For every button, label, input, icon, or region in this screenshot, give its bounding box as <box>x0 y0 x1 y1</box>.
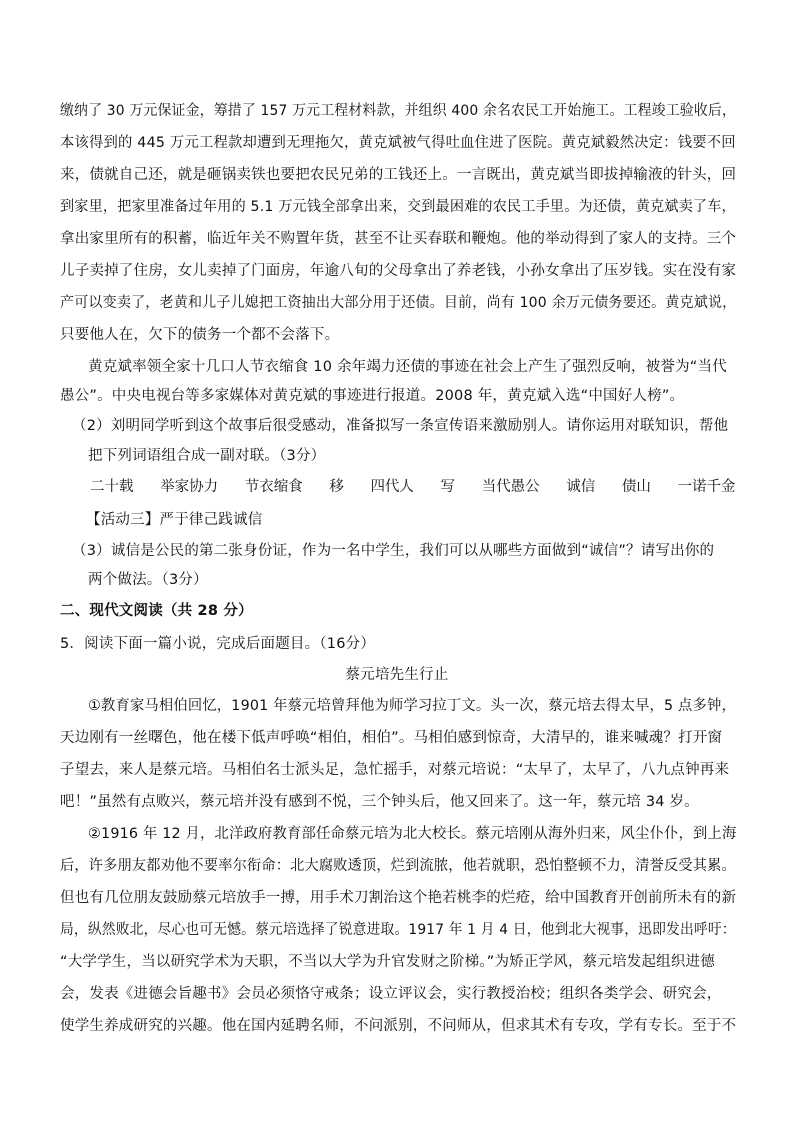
section-heading: 二、现代文阅读（共 28 分） <box>60 603 253 619</box>
body-text-line: ①教育家马相伯回忆，1901 年蔡元培曾拜他为师学习拉丁文。头一次，蔡元培去得太早，5 点多钟， <box>88 698 736 714</box>
body-text-line: 使学生养成研究的兴趣。他在国内延聘名师，不问派别，不问师从，但求其术有专攻，学有专长。至于不 <box>60 1018 737 1034</box>
word-item: 当代愚公 <box>481 479 540 495</box>
body-text-line: 缴纳了 30 万元保证金，筹措了 157 万元工程材料款，并组织 400 余名农民工开始施工。工程竣工验收后， <box>60 103 737 119</box>
word-item: 移 <box>329 479 344 495</box>
body-text-line: 后，许多朋友都劝他不要率尔衔命：北大腐败透顶，烂到流脓，他若就职，恐怕整顿不力，清誉反受其累。 <box>60 858 736 874</box>
word-item: 举家协力 <box>160 479 219 495</box>
question-3-cont: 两个做法。（3分） <box>88 572 208 588</box>
word-item: 二十载 <box>90 479 134 495</box>
word-item: 诚信 <box>566 479 596 495</box>
word-item: 节衣缩食 <box>244 479 303 495</box>
body-text-line: 只要他人在，欠下的债务一个都不会落下。 <box>60 327 340 343</box>
word-item: 四代人 <box>370 479 414 495</box>
body-text-line: 到家里，把家里准备过年用的 5.1 万元钱全部拿出来，交到最困难的农民工手里。为还债，黄克斌卖了车， <box>60 199 736 215</box>
question-2-cont: 把下列词语组合成一副对联。（3分） <box>88 448 326 464</box>
body-text-line: 儿子卖掉了住房，女儿卖掉了门面房，年逾八旬的父母拿出了养老钱，小孙女拿出了压岁钱。实在没有家 <box>60 263 737 279</box>
body-text-line: 拿出家里所有的积蓄，临近年关不购置年货，甚至不让买春联和鞭炮。他的举动得到了家人的支持。三个 <box>60 231 737 247</box>
word-list <box>90 472 757 502</box>
body-text-line: 愚公”。中央电视台等多家媒体对黄克斌的事迹进行报道。2008 年，黄克斌入选“中国好人榜”。 <box>60 388 685 404</box>
body-text-line: 会，发表《进德会旨趣书》会员必须恪守戒条；设立评议会，实行教授治校；组织各类学会、研究会， <box>60 986 722 1002</box>
body-text-line: 本该得到的 445 万元工程款却遭到无理拖欠，黄克斌被气得吐血住进了医院。黄克斌毅然决定：钱要不回 <box>60 135 736 151</box>
body-text-line: 天边刚有一丝曙色，他在楼下低声呼唤“相伯，相伯”。马相伯感到惊奇，大清早的，谁来喊魂？打开窗 <box>60 730 723 746</box>
question-2: （2）刘明同学听到这个故事后很受感动，准备拟写一条宣传语来激励别人。请你运用对联知识，帮他 <box>72 418 729 434</box>
body-text-line: 产可以变卖了，老黄和儿子儿媳把工资抽出大部分用于还债。目前，尚有 100 余万元债务要还。黄克斌说， <box>60 295 737 311</box>
word-item: 一诺千金 <box>677 479 736 495</box>
question-3: （3）诚信是公民的第二张身份证，作为一名中学生，我们可以从哪些方面做到“诚信”？请写出你的 <box>72 543 715 559</box>
body-text-line: 子望去，来人是蔡元培。马相伯名士派头足，急忙摇手，对蔡元培说：“太早了，太早了，八九点钟再来 <box>60 762 730 778</box>
body-text-line: 但也有几位朋友鼓励蔡元培放手一搏，用手术刀割治这个艳若桃李的烂疮，给中国教育开创前所未有的新 <box>60 890 737 906</box>
body-text-line: 吧！”虽然有点败兴，蔡元培并没有感到不悦，三个钟头后，他又回来了。这一年，蔡元培 34 岁。 <box>60 794 699 810</box>
word-item: 写 <box>440 479 456 495</box>
question-5: 5．阅读下面一篇小说，完成后面题目。（16分） <box>60 636 376 652</box>
article-title: 蔡元培先生行止 <box>345 667 449 683</box>
word-item: 债山 <box>621 479 651 495</box>
body-text-line: ②1916 年 12 月，北洋政府教育部任命蔡元培为北大校长。蔡元培刚从海外归来，风尘仆仆，到上海 <box>88 826 737 842</box>
activity-3-heading: 【活动三】严于律己践诚信 <box>86 512 263 528</box>
body-text-line: 局，纵然败北，尽心也可无憾。蔡元培选择了锐意进取。1917 年 1 月 4 日，他到北大视事，迅即发出呼吁： <box>60 922 736 938</box>
body-text-line: 来，债就自己还，就是砸锅卖铁也要把农民兄弟的工钱还上。一言既出，黄克斌当即拔掉输液的针头，回 <box>60 167 737 183</box>
body-text-line: 黄克斌率领全家十几口人节衣缩食 10 余年竭力还债的事迹在社会上产生了强烈反响，被誉为“当代 <box>88 359 727 375</box>
body-text-line: “大学学生，当以研究学术为天职，不当以大学为升官发财之阶梯。”为矫正学风，蔡元培发起组织进德 <box>60 954 715 970</box>
